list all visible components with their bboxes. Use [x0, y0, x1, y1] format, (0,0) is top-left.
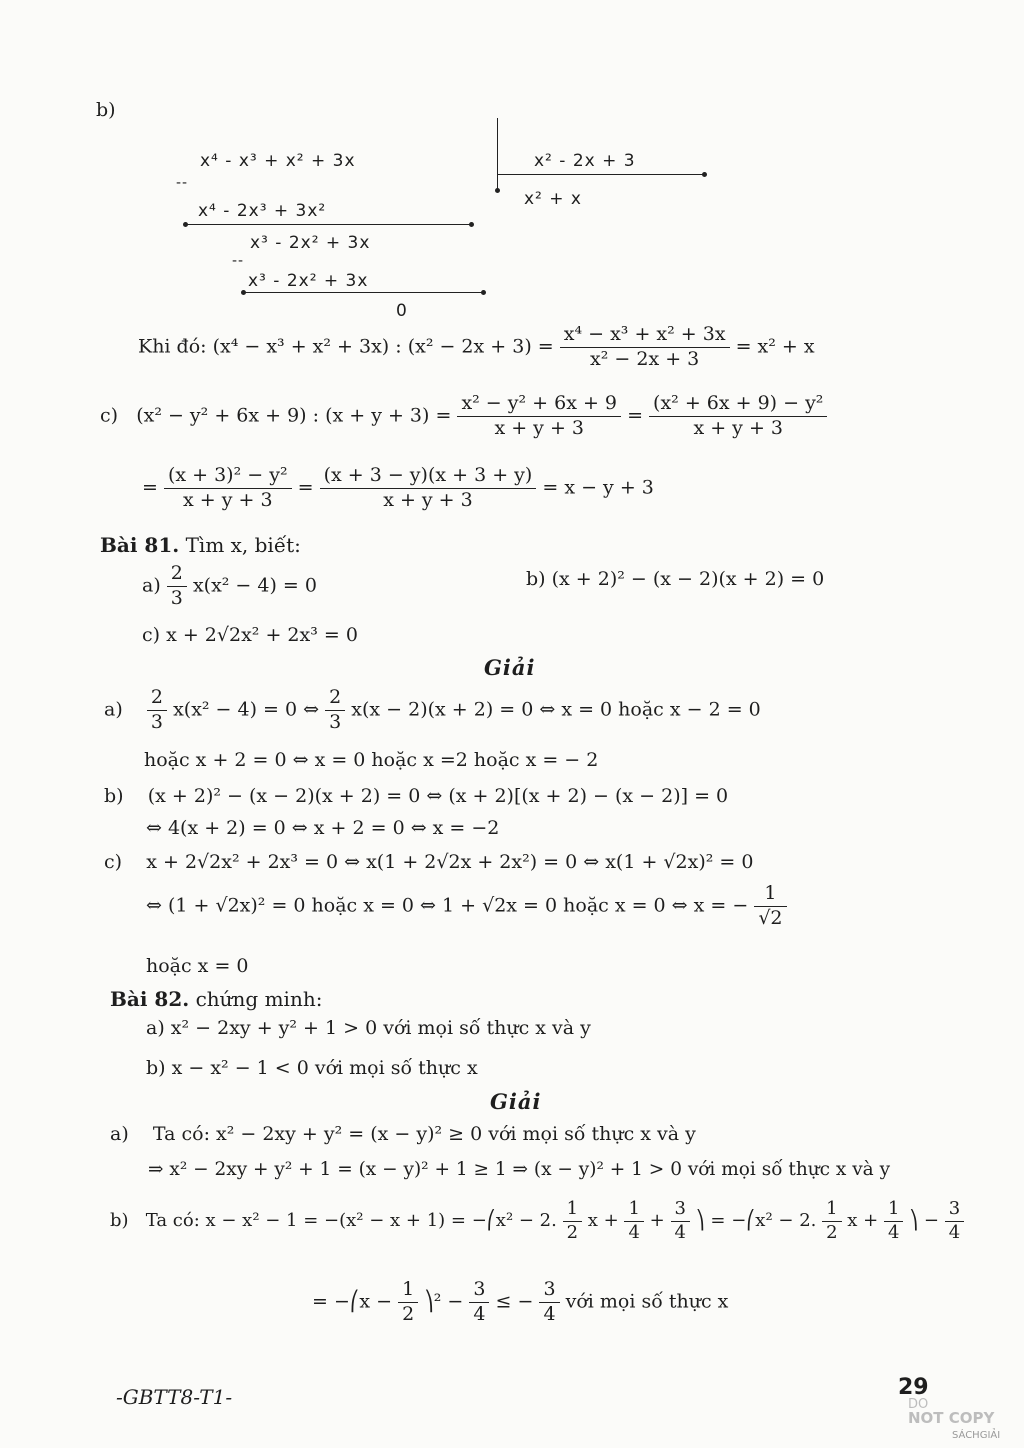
solution-label: a)	[104, 698, 123, 721]
numerator: 2	[147, 686, 167, 711]
question-a-expression: x(x² − 4) = 0	[192, 574, 317, 597]
result-b-lead: Khi đó: (x⁴ − x³ + x² + 3x) : (x² − 2x + 3) =	[138, 335, 554, 358]
division-bar-horizontal	[498, 174, 704, 175]
fraction	[945, 1198, 964, 1244]
solution-label: b)	[110, 1210, 129, 1231]
quotient: x² + x	[524, 189, 582, 209]
dividend: x⁴ - x³ + x² + 3x	[200, 151, 356, 171]
watermark-text: NOT COPY	[908, 1409, 995, 1427]
solution-label: a)	[110, 1123, 129, 1145]
watermark-text: SÁCHGIẢI	[952, 1430, 1001, 1441]
denominator: x² − 2x + 3	[590, 347, 700, 370]
result-b	[138, 323, 815, 372]
solution-82-b-line-1	[110, 1198, 964, 1244]
part-c-label: c)	[100, 404, 119, 427]
exercise-81-question-b: b) (x + 2)² − (x − 2)(x + 2) = 0	[526, 568, 825, 590]
numerator: 3	[469, 1278, 489, 1303]
part-c-lead: (x² − y² + 6x + 9) : (x + y + 3) =	[136, 404, 452, 427]
numerator: 1	[884, 1198, 903, 1222]
fraction	[884, 1198, 903, 1244]
exercise-81-question-c: c) x + 2√2x² + 2x³ = 0	[142, 624, 358, 646]
equals-sign: =	[142, 476, 158, 499]
denominator: 4	[948, 1221, 961, 1243]
solution-expression: với mọi số thực x	[565, 1290, 729, 1313]
numerator: 1	[398, 1278, 418, 1303]
fraction	[147, 686, 167, 735]
watermark-logo	[906, 1398, 1016, 1444]
denominator: 4	[628, 1221, 640, 1243]
solution-expression: (x + 2)² − (x − 2)(x + 2) = 0 ⇔ (x + 2)[(x + 2) − (x − 2)] = 0	[147, 785, 729, 807]
denominator: x + y + 3	[494, 416, 584, 439]
solution-expression: ⇔ (1 + √2x)² = 0 hoặc x = 0 ⇔ 1 + √2x = 0 hoặc x = 0 ⇔ x = −	[146, 894, 749, 917]
solution-expression: Ta có: x − x² − 1 = −(x² − x + 1) = −⎛x² − 2.	[145, 1210, 557, 1231]
part-c-line-2	[142, 464, 654, 513]
solution-81-c-line-3: hoặc x = 0	[146, 955, 249, 977]
fraction	[320, 464, 537, 513]
solution-81-b-line-2: ⇔ 4(x + 2) = 0 ⇔ x + 2 = 0 ⇔ x = −2	[146, 817, 500, 839]
subtrahend-2: x³ - 2x² + 3x	[248, 271, 369, 291]
fraction	[624, 1198, 643, 1244]
numerator: 1	[754, 882, 786, 907]
fraction	[457, 392, 621, 441]
solution-expression: ≤ −	[495, 1290, 534, 1313]
solution-expression: x +	[847, 1210, 879, 1231]
solution-expression: ⎞ = −⎛x² − 2.	[695, 1210, 817, 1231]
fraction	[563, 1198, 582, 1244]
denominator: 2	[826, 1221, 838, 1243]
exercise-81-prompt: Tìm x, biết:	[185, 533, 301, 557]
rule-dot	[469, 222, 474, 227]
rule-dot	[481, 290, 486, 295]
watermark-text: DO	[908, 1397, 929, 1412]
fraction	[671, 1198, 690, 1244]
denominator: 3	[150, 710, 164, 733]
denominator: x + y + 3	[183, 488, 273, 511]
denominator: x + y + 3	[693, 416, 783, 439]
denominator: 4	[473, 1302, 486, 1325]
exercise-82-heading	[110, 988, 322, 1010]
denominator: 4	[543, 1302, 556, 1325]
denominator: √2	[758, 906, 783, 929]
rule-dot	[495, 188, 500, 193]
numerator: (x + 3 − y)(x + 3 + y)	[320, 464, 537, 489]
numerator: x² − y² + 6x + 9	[457, 392, 621, 417]
footer-book-code: -GBTT8-T1-	[116, 1385, 233, 1409]
solution-81-b-line-1	[104, 786, 728, 807]
remainder-1: x³ - 2x² + 3x	[250, 233, 371, 253]
result-b-fraction	[560, 323, 730, 372]
division-bar-vertical	[497, 118, 498, 192]
denominator: 4	[674, 1221, 686, 1243]
division-rule-1	[186, 224, 472, 225]
denominator: 4	[888, 1221, 900, 1243]
solution-expression: x(x² − 4) = 0 ⇔	[173, 698, 320, 721]
exercise-82-title: Bài 82.	[110, 987, 190, 1011]
rule-dot	[183, 222, 188, 227]
numerator: 1	[822, 1198, 841, 1222]
solution-82-b-line-2	[312, 1278, 728, 1327]
numerator: 3	[671, 1198, 690, 1222]
exercise-82-question-b: b) x − x² − 1 < 0 với mọi số thực x	[146, 1057, 478, 1079]
division-rule-2	[244, 292, 484, 293]
exercise-82-prompt: chứng minh:	[195, 987, 323, 1011]
denominator: x + y + 3	[383, 488, 473, 511]
solution-label: c)	[104, 851, 123, 873]
numerator: 2	[167, 562, 187, 587]
solution-82-a-line-1	[110, 1124, 696, 1145]
part-c-line-1	[100, 392, 827, 441]
denominator: 3	[170, 586, 183, 609]
minus-sign: --	[232, 253, 245, 269]
solution-81-a-line-1	[104, 686, 761, 735]
solution-expression: Ta có: x² − 2xy + y² = (x − y)² ≥ 0 với mọi số thực x và y	[152, 1123, 696, 1145]
exercise-81-question-a	[142, 562, 317, 611]
fraction	[539, 1278, 559, 1327]
divisor: x² - 2x + 3	[534, 151, 636, 171]
rule-dot	[702, 172, 707, 177]
fraction	[167, 562, 187, 611]
fraction	[325, 686, 345, 735]
fraction	[649, 392, 827, 441]
solution-expression: x + 2√2x² + 2x³ = 0 ⇔ x(1 + 2√2x + 2x²) = 0 ⇔ x(1 + √2x)² = 0	[146, 851, 754, 873]
denominator: 2	[402, 1302, 415, 1325]
fraction	[754, 882, 786, 931]
solution-heading-81: Giải	[484, 655, 536, 680]
part-c-tail: = x − y + 3	[542, 476, 654, 499]
numerator: (x + 3)² − y²	[164, 464, 292, 489]
final-remainder: 0	[396, 301, 408, 321]
solution-label: b)	[104, 785, 124, 807]
exercise-81-title: Bài 81.	[100, 533, 180, 557]
solution-81-c-line-2	[146, 882, 787, 931]
part-b-label: b)	[96, 99, 116, 121]
exercise-81-heading	[100, 534, 301, 556]
question-label: a)	[142, 574, 161, 597]
solution-82-a-line-2: ⇒ x² − 2xy + y² + 1 = (x − y)² + 1 ≥ 1 ⇒ (x − y)² + 1 > 0 với mọi số thực x và y	[148, 1159, 891, 1180]
result-b-tail: = x² + x	[735, 335, 815, 358]
solution-81-c-line-1	[104, 852, 753, 873]
fraction	[469, 1278, 489, 1327]
equals-sign: =	[297, 476, 314, 499]
solution-expression: x +	[587, 1210, 619, 1231]
denominator: 2	[566, 1221, 579, 1243]
solution-81-a-line-2: hoặc x + 2 = 0 ⇔ x = 0 hoặc x =2 hoặc x = − 2	[144, 749, 599, 771]
solution-heading-82: Giải	[490, 1089, 542, 1114]
numerator: 1	[624, 1198, 643, 1222]
numerator: 3	[945, 1198, 964, 1222]
solution-expression: ⎞ −	[909, 1210, 939, 1231]
equals-sign: =	[627, 404, 643, 427]
subtrahend-1: x⁴ - 2x³ + 3x²	[198, 201, 327, 221]
numerator: x⁴ − x³ + x² + 3x	[560, 323, 730, 348]
numerator: 1	[563, 1198, 582, 1222]
fraction	[822, 1198, 841, 1244]
solution-expression: = −⎛x −	[312, 1290, 393, 1313]
numerator: 2	[325, 686, 345, 711]
solution-expression: ⎞² −	[424, 1290, 464, 1313]
exercise-82-question-a: a) x² − 2xy + y² + 1 > 0 với mọi số thực x và y	[146, 1017, 591, 1039]
fraction	[398, 1278, 418, 1327]
minus-sign: --	[176, 175, 189, 191]
solution-expression: x(x − 2)(x + 2) = 0 ⇔ x = 0 hoặc x − 2 = 0	[351, 698, 761, 721]
rule-dot	[241, 290, 246, 295]
denominator: 3	[329, 710, 342, 733]
numerator: (x² + 6x + 9) − y²	[649, 392, 827, 417]
page-number: 29	[898, 1375, 929, 1400]
solution-expression: +	[649, 1210, 665, 1231]
fraction	[164, 464, 292, 513]
numerator: 3	[539, 1278, 559, 1303]
